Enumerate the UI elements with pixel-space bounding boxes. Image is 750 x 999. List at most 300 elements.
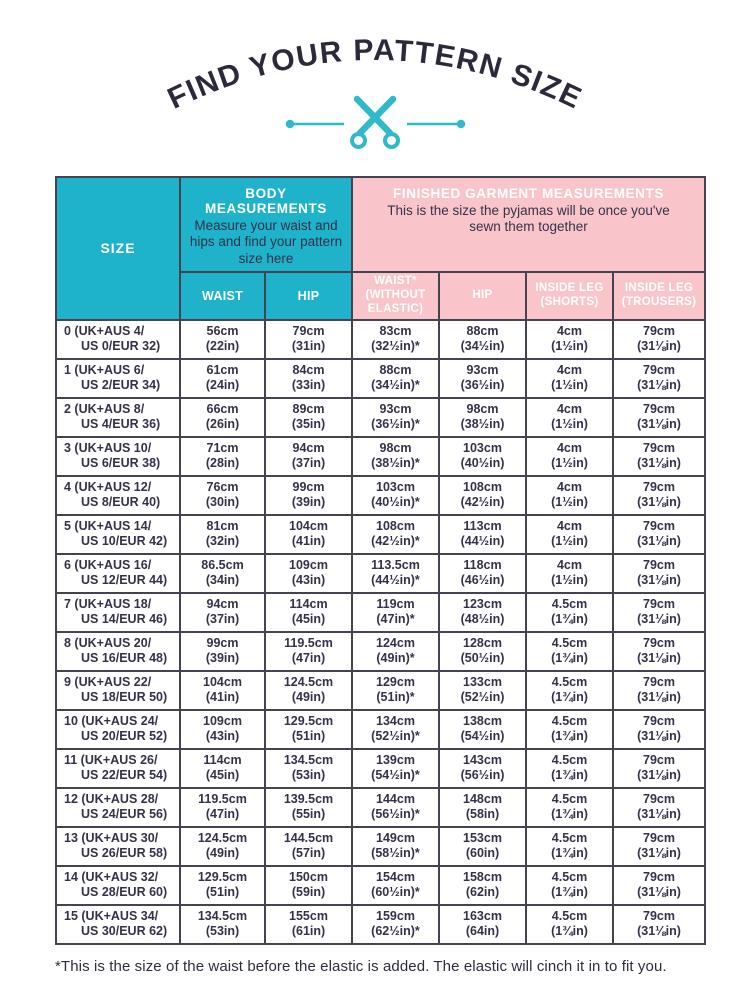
right-ornament-line — [407, 120, 465, 128]
measurement-cell — [526, 710, 613, 749]
measurement-cell — [613, 476, 705, 515]
measurement-cm: 4.5cm — [551, 713, 588, 728]
measurement-cm: 76cm — [206, 479, 239, 494]
measurement-cell — [526, 671, 613, 710]
measurement-cm: 4.5cm — [551, 752, 588, 767]
measurement-cell — [352, 476, 439, 515]
measurement-cell — [439, 671, 526, 710]
group-header-body-measurements — [180, 177, 352, 272]
size-label-line1: 11 (UK+AUS 26/ — [64, 752, 158, 767]
measurement-cell — [180, 593, 265, 632]
measurement-cm: 104cm — [203, 674, 242, 689]
measurement-cm: 79cm — [643, 518, 675, 533]
measurement-cell — [439, 788, 526, 827]
measurement-cm: 79cm — [643, 479, 675, 494]
measurement-cell — [613, 359, 705, 398]
measurement-in: (39in) — [291, 495, 326, 510]
measurement-cm: 99cm — [292, 479, 325, 494]
measurement-cell — [180, 710, 265, 749]
measurement-in: (60in) — [465, 846, 500, 861]
measurement-in: (1¾in) — [551, 924, 588, 939]
measurement-cm: 4.5cm — [551, 674, 588, 689]
size-label-line1: 4 (UK+AUS 12/ — [64, 479, 152, 494]
measurement-in: (1¾in) — [551, 729, 588, 744]
scissors-icon — [352, 99, 398, 147]
measurement-in: (47in) — [205, 807, 240, 822]
measurement-cell — [613, 554, 705, 593]
measurement-in: (31⅛in) — [637, 651, 681, 666]
measurement-cm: 4.5cm — [551, 908, 588, 923]
measurement-in: (31⅛in) — [637, 378, 681, 393]
size-label-line1: 2 (UK+AUS 8/ — [64, 401, 145, 416]
measurement-cm: 144cm — [376, 791, 415, 806]
measurement-cell — [265, 866, 352, 905]
measurement-in: (40½in)* — [371, 495, 420, 510]
measurement-cm: 134.5cm — [283, 752, 334, 767]
measurement-cm: 119.5cm — [284, 635, 333, 650]
size-label-line1: 13 (UK+AUS 30/ — [64, 830, 159, 845]
measurement-cm: 149cm — [376, 830, 415, 845]
finished-garment-title: FINISHED GARMENT MEASUREMENTS — [393, 186, 664, 201]
measurement-cell — [265, 554, 352, 593]
measurement-in: (37in) — [205, 612, 240, 627]
measurement-in: (1¾in) — [551, 690, 588, 705]
measurement-in: (1¾in) — [551, 651, 588, 666]
measurement-cell — [526, 866, 613, 905]
measurement-cm: 99cm — [206, 635, 239, 650]
column-header-inside-leg-shorts: INSIDE LEG (SHORTS) — [526, 272, 613, 319]
size-label-cell — [56, 710, 180, 749]
measurement-cm: 79cm — [643, 440, 675, 455]
size-label-line2: US 22/EUR 54) — [81, 768, 168, 783]
measurement-cm: 114cm — [289, 596, 328, 611]
measurement-cell — [352, 866, 439, 905]
size-label-cell — [56, 437, 180, 476]
measurement-in: (1¾in) — [551, 768, 588, 783]
size-label-line2: US 30/EUR 62) — [81, 924, 168, 939]
measurement-in: (51in) — [291, 729, 326, 744]
table-row — [56, 398, 705, 437]
measurement-cell — [180, 554, 265, 593]
measurement-cell — [439, 710, 526, 749]
measurement-cell — [439, 554, 526, 593]
measurement-cell — [265, 788, 352, 827]
measurement-cell — [439, 476, 526, 515]
measurement-in: (22in) — [205, 339, 240, 354]
size-label-cell — [56, 515, 180, 554]
measurement-cm: 79cm — [643, 596, 675, 611]
measurement-in: (49in) — [291, 690, 326, 705]
measurement-cell — [439, 398, 526, 437]
size-label-cell — [56, 671, 180, 710]
measurement-cell — [180, 749, 265, 788]
measurement-cell — [526, 632, 613, 671]
table-row — [56, 905, 705, 944]
measurement-cm: 79cm — [643, 557, 675, 572]
table-row — [56, 866, 705, 905]
measurement-cell — [439, 632, 526, 671]
measurement-in: (31⅛in) — [637, 612, 681, 627]
measurement-cm: 153cm — [463, 830, 502, 845]
measurement-cm: 71cm — [206, 440, 239, 455]
size-table — [55, 176, 706, 945]
table-row — [56, 710, 705, 749]
measurement-cm: 79cm — [292, 323, 325, 338]
measurement-in: (51in) — [205, 885, 240, 900]
measurement-cm: 144.5cm — [283, 830, 334, 845]
size-label-line1: 0 (UK+AUS 4/ — [64, 323, 145, 338]
measurement-cm: 103cm — [376, 479, 415, 494]
measurement-cell — [613, 320, 705, 359]
measurement-cm: 4cm — [556, 440, 583, 455]
measurement-cell — [180, 437, 265, 476]
measurement-cm: 83cm — [379, 323, 412, 338]
measurement-cell — [180, 359, 265, 398]
measurement-cell — [352, 905, 439, 944]
measurement-cm: 139cm — [376, 752, 415, 767]
measurement-cell — [613, 398, 705, 437]
size-label-line1: 5 (UK+AUS 14/ — [64, 518, 152, 533]
measurement-cm: 124cm — [376, 635, 415, 650]
measurement-in: (1½in) — [551, 534, 588, 549]
measurement-cm: 158cm — [463, 869, 502, 884]
measurement-in: (31⅛in) — [637, 339, 681, 354]
measurement-cell — [352, 554, 439, 593]
size-label-line2: US 24/EUR 56) — [81, 807, 168, 822]
measurement-in: (42½in) — [460, 495, 505, 510]
measurement-in: (26in) — [205, 417, 240, 432]
measurement-in: (33in) — [291, 378, 326, 393]
measurement-cm: 4cm — [556, 401, 583, 416]
measurement-cm: 66cm — [206, 401, 239, 416]
measurement-cm: 114cm — [203, 752, 242, 767]
measurement-cell — [526, 788, 613, 827]
table-row — [56, 515, 705, 554]
measurement-in: (53in) — [205, 924, 240, 939]
measurement-in: (31⅛in) — [637, 690, 681, 705]
table-row — [56, 437, 705, 476]
measurement-in: (44½in) — [460, 534, 505, 549]
table-row — [56, 749, 705, 788]
measurement-cm: 133cm — [463, 674, 502, 689]
size-label-line1: 8 (UK+AUS 20/ — [64, 635, 152, 650]
size-label-cell — [56, 398, 180, 437]
size-label-cell — [56, 788, 180, 827]
measurement-in: (1¾in) — [551, 846, 588, 861]
measurement-cm: 79cm — [643, 713, 675, 728]
measurement-cm: 109cm — [203, 713, 242, 728]
measurement-cell — [265, 827, 352, 866]
measurement-cell — [526, 749, 613, 788]
measurement-cm: 103cm — [463, 440, 502, 455]
table-row — [56, 320, 705, 359]
measurement-in: (31⅛in) — [637, 417, 681, 432]
size-label-line1: 6 (UK+AUS 16/ — [64, 557, 152, 572]
measurement-cell — [526, 827, 613, 866]
size-label-line2: US 18/EUR 50) — [81, 690, 168, 705]
measurement-cm: 108cm — [376, 518, 415, 533]
measurement-in: (50½in) — [460, 651, 505, 666]
measurement-cm: 94cm — [292, 440, 325, 455]
table-row — [56, 671, 705, 710]
table-row — [56, 788, 705, 827]
measurement-cell — [613, 710, 705, 749]
size-label-cell — [56, 476, 180, 515]
measurement-cell — [526, 359, 613, 398]
measurement-cm: 88cm — [379, 362, 412, 377]
size-table-body — [56, 320, 705, 944]
measurement-in: (56½in)* — [371, 807, 420, 822]
measurement-cell — [265, 905, 352, 944]
measurement-in: (31⅛in) — [637, 495, 681, 510]
column-header-size: SIZE — [56, 177, 180, 320]
measurement-cm: 154cm — [376, 869, 415, 884]
body-measurements-subtitle: Measure your waist and hips and find your pattern size here — [189, 218, 343, 266]
measurement-cell — [265, 632, 352, 671]
measurement-cm: 150cm — [289, 869, 328, 884]
size-label-line1: 12 (UK+AUS 28/ — [64, 791, 159, 806]
scissors-ornament — [286, 99, 465, 147]
measurement-in: (36½in) — [460, 378, 505, 393]
measurement-in: (47in)* — [376, 612, 415, 627]
measurement-cell — [265, 398, 352, 437]
size-label-cell — [56, 359, 180, 398]
measurement-in: (61in) — [291, 924, 326, 939]
measurement-cm: 113.5cm — [371, 557, 420, 572]
group-header-finished-garment — [352, 177, 705, 272]
measurement-in: (38½in) — [460, 417, 505, 432]
measurement-cell — [439, 320, 526, 359]
measurement-in: (40½in) — [460, 456, 505, 471]
measurement-in: (28in) — [205, 456, 240, 471]
measurement-cell — [613, 671, 705, 710]
size-label-line2: US 20/EUR 52) — [81, 729, 168, 744]
measurement-in: (31in) — [291, 339, 326, 354]
measurement-cm: 159cm — [376, 908, 415, 923]
measurement-in: (31⅛in) — [637, 729, 681, 744]
measurement-in: (46½in) — [460, 573, 505, 588]
measurement-cm: 119.5cm — [198, 791, 247, 806]
measurement-cell — [439, 905, 526, 944]
measurement-cm: 93cm — [379, 401, 412, 416]
size-label-cell — [56, 749, 180, 788]
size-label-cell — [56, 827, 180, 866]
size-label-line1: 1 (UK+AUS 6/ — [64, 362, 145, 377]
measurement-cell — [526, 398, 613, 437]
page-title: FIND YOUR PATTERN SIZE — [162, 33, 588, 116]
measurement-cm: 86.5cm — [201, 557, 244, 572]
measurement-cell — [613, 593, 705, 632]
measurement-cm: 4cm — [556, 323, 583, 338]
measurement-cell — [265, 437, 352, 476]
measurement-in: (1½in) — [551, 456, 588, 471]
measurement-cell — [439, 593, 526, 632]
measurement-in: (1¾in) — [551, 885, 588, 900]
measurement-in: (34in) — [205, 573, 240, 588]
size-chart — [55, 176, 750, 945]
measurement-cell — [180, 905, 265, 944]
measurement-in: (1¾in) — [551, 612, 588, 627]
column-header-finished-hip: HIP — [439, 272, 526, 319]
measurement-cell — [352, 437, 439, 476]
column-header-waist: WAIST — [180, 272, 265, 319]
header-art — [0, 0, 750, 166]
measurement-cm: 4cm — [556, 557, 583, 572]
size-label-cell — [56, 320, 180, 359]
table-row — [56, 827, 705, 866]
measurement-in: (39in) — [205, 651, 240, 666]
measurement-cm: 128cm — [463, 635, 502, 650]
measurement-cell — [613, 749, 705, 788]
measurement-cm: 4cm — [556, 479, 583, 494]
body-measurements-title: BODY MEASUREMENTS — [205, 186, 327, 216]
measurement-in: (42½in)* — [371, 534, 420, 549]
elastic-footnote: *This is the size of the waist before the elastic is added. The elastic will cinch it in to fit you. — [55, 957, 667, 975]
measurement-cell — [180, 866, 265, 905]
measurement-in: (1½in) — [551, 495, 588, 510]
measurement-in: (31⅛in) — [637, 534, 681, 549]
measurement-cell — [613, 827, 705, 866]
measurement-cell — [526, 515, 613, 554]
size-label-cell — [56, 632, 180, 671]
measurement-in: (56½in) — [460, 768, 505, 783]
measurement-in: (57in) — [291, 846, 326, 861]
table-row — [56, 593, 705, 632]
measurement-cm: 79cm — [643, 635, 675, 650]
measurement-cm: 155cm — [289, 908, 328, 923]
size-label-cell — [56, 866, 180, 905]
table-row — [56, 359, 705, 398]
measurement-cell — [352, 320, 439, 359]
measurement-in: (35in) — [291, 417, 326, 432]
measurement-cell — [352, 827, 439, 866]
measurement-cell — [180, 476, 265, 515]
size-label-cell — [56, 554, 180, 593]
measurement-cell — [439, 749, 526, 788]
column-header-finished-waist: WAIST* (WITHOUT ELASTIC) — [352, 272, 439, 319]
measurement-cm: 134cm — [376, 713, 415, 728]
measurement-in: (32½in)* — [371, 339, 420, 354]
measurement-in: (58in) — [465, 807, 500, 822]
measurement-cell — [265, 749, 352, 788]
measurement-cm: 79cm — [643, 752, 675, 767]
table-row — [56, 632, 705, 671]
measurement-cm: 89cm — [292, 401, 325, 416]
size-label-line2: US 14/EUR 46) — [81, 612, 168, 627]
measurement-cm: 109cm — [289, 557, 328, 572]
measurement-cell — [439, 515, 526, 554]
measurement-cell — [180, 320, 265, 359]
size-label-cell — [56, 905, 180, 944]
measurement-cm: 119cm — [376, 596, 415, 611]
measurement-cell — [180, 788, 265, 827]
measurement-cell — [265, 476, 352, 515]
measurement-in: (58½in)* — [371, 846, 420, 861]
measurement-cell — [439, 827, 526, 866]
measurement-cm: 104cm — [289, 518, 328, 533]
measurement-in: (64in) — [465, 924, 500, 939]
measurement-in: (1½in) — [551, 417, 588, 432]
measurement-cm: 98cm — [466, 401, 499, 416]
measurement-cm: 138cm — [463, 713, 502, 728]
measurement-in: (60½in)* — [371, 885, 420, 900]
measurement-cell — [352, 359, 439, 398]
measurement-cell — [265, 320, 352, 359]
measurement-in: (44½in)* — [371, 573, 420, 588]
measurement-cm: 129.5cm — [283, 713, 334, 728]
measurement-in: (37in) — [291, 456, 326, 471]
size-label-line2: US 0/EUR 32) — [81, 339, 161, 354]
size-label-line2: US 8/EUR 40) — [81, 495, 161, 510]
table-row — [56, 554, 705, 593]
measurement-cell — [613, 632, 705, 671]
measurement-cm: 79cm — [643, 830, 675, 845]
measurement-cm: 134.5cm — [197, 908, 248, 923]
measurement-cell — [180, 827, 265, 866]
measurement-cm: 94cm — [206, 596, 239, 611]
size-label-line2: US 6/EUR 38) — [81, 456, 161, 471]
measurement-cm: 4.5cm — [551, 791, 588, 806]
finished-garment-subtitle: This is the size the pyjamas will be once you've sewn them together — [387, 203, 670, 235]
measurement-cm: 79cm — [643, 401, 675, 416]
measurement-in: (62½in)* — [371, 924, 420, 939]
measurement-cell — [180, 398, 265, 437]
measurement-cell — [526, 905, 613, 944]
measurement-cm: 113cm — [463, 518, 502, 533]
measurement-in: (34½in) — [460, 339, 505, 354]
size-label-line1: 15 (UK+AUS 34/ — [64, 908, 159, 923]
measurement-cell — [613, 788, 705, 827]
measurement-cm: 56cm — [206, 323, 239, 338]
measurement-cell — [265, 671, 352, 710]
measurement-in: (31⅛in) — [637, 807, 681, 822]
measurement-cm: 81cm — [206, 518, 239, 533]
measurement-cm: 124.5cm — [283, 674, 334, 689]
measurement-cell — [439, 359, 526, 398]
size-label-line2: US 10/EUR 42) — [81, 534, 168, 549]
measurement-cm: 61cm — [206, 362, 239, 377]
measurement-in: (54½in)* — [371, 768, 420, 783]
measurement-in: (1½in) — [551, 378, 588, 393]
measurement-in: (36½in)* — [371, 417, 420, 432]
measurement-cm: 108cm — [463, 479, 502, 494]
measurement-in: (1½in) — [551, 573, 588, 588]
measurement-in: (43in) — [205, 729, 240, 744]
measurement-cell — [180, 632, 265, 671]
measurement-in: (31⅛in) — [637, 885, 681, 900]
size-label-line1: 9 (UK+AUS 22/ — [64, 674, 152, 689]
measurement-cell — [352, 749, 439, 788]
size-label-cell — [56, 593, 180, 632]
measurement-cell — [439, 866, 526, 905]
measurement-cm: 4.5cm — [551, 635, 588, 650]
measurement-cm: 148cm — [463, 791, 502, 806]
measurement-in: (49in) — [205, 846, 240, 861]
measurement-cm: 79cm — [643, 791, 675, 806]
measurement-in: (32in) — [205, 534, 240, 549]
measurement-cm: 93cm — [466, 362, 499, 377]
measurement-cell — [265, 710, 352, 749]
measurement-in: (38½in)* — [371, 456, 420, 471]
measurement-cm: 4.5cm — [551, 830, 588, 845]
measurement-cm: 4.5cm — [551, 869, 588, 884]
measurement-cm: 124.5cm — [197, 830, 248, 845]
measurement-in: (59in) — [291, 885, 326, 900]
measurement-cell — [180, 515, 265, 554]
measurement-in: (41in) — [205, 690, 240, 705]
measurement-cm: 84cm — [292, 362, 325, 377]
measurement-cell — [352, 788, 439, 827]
